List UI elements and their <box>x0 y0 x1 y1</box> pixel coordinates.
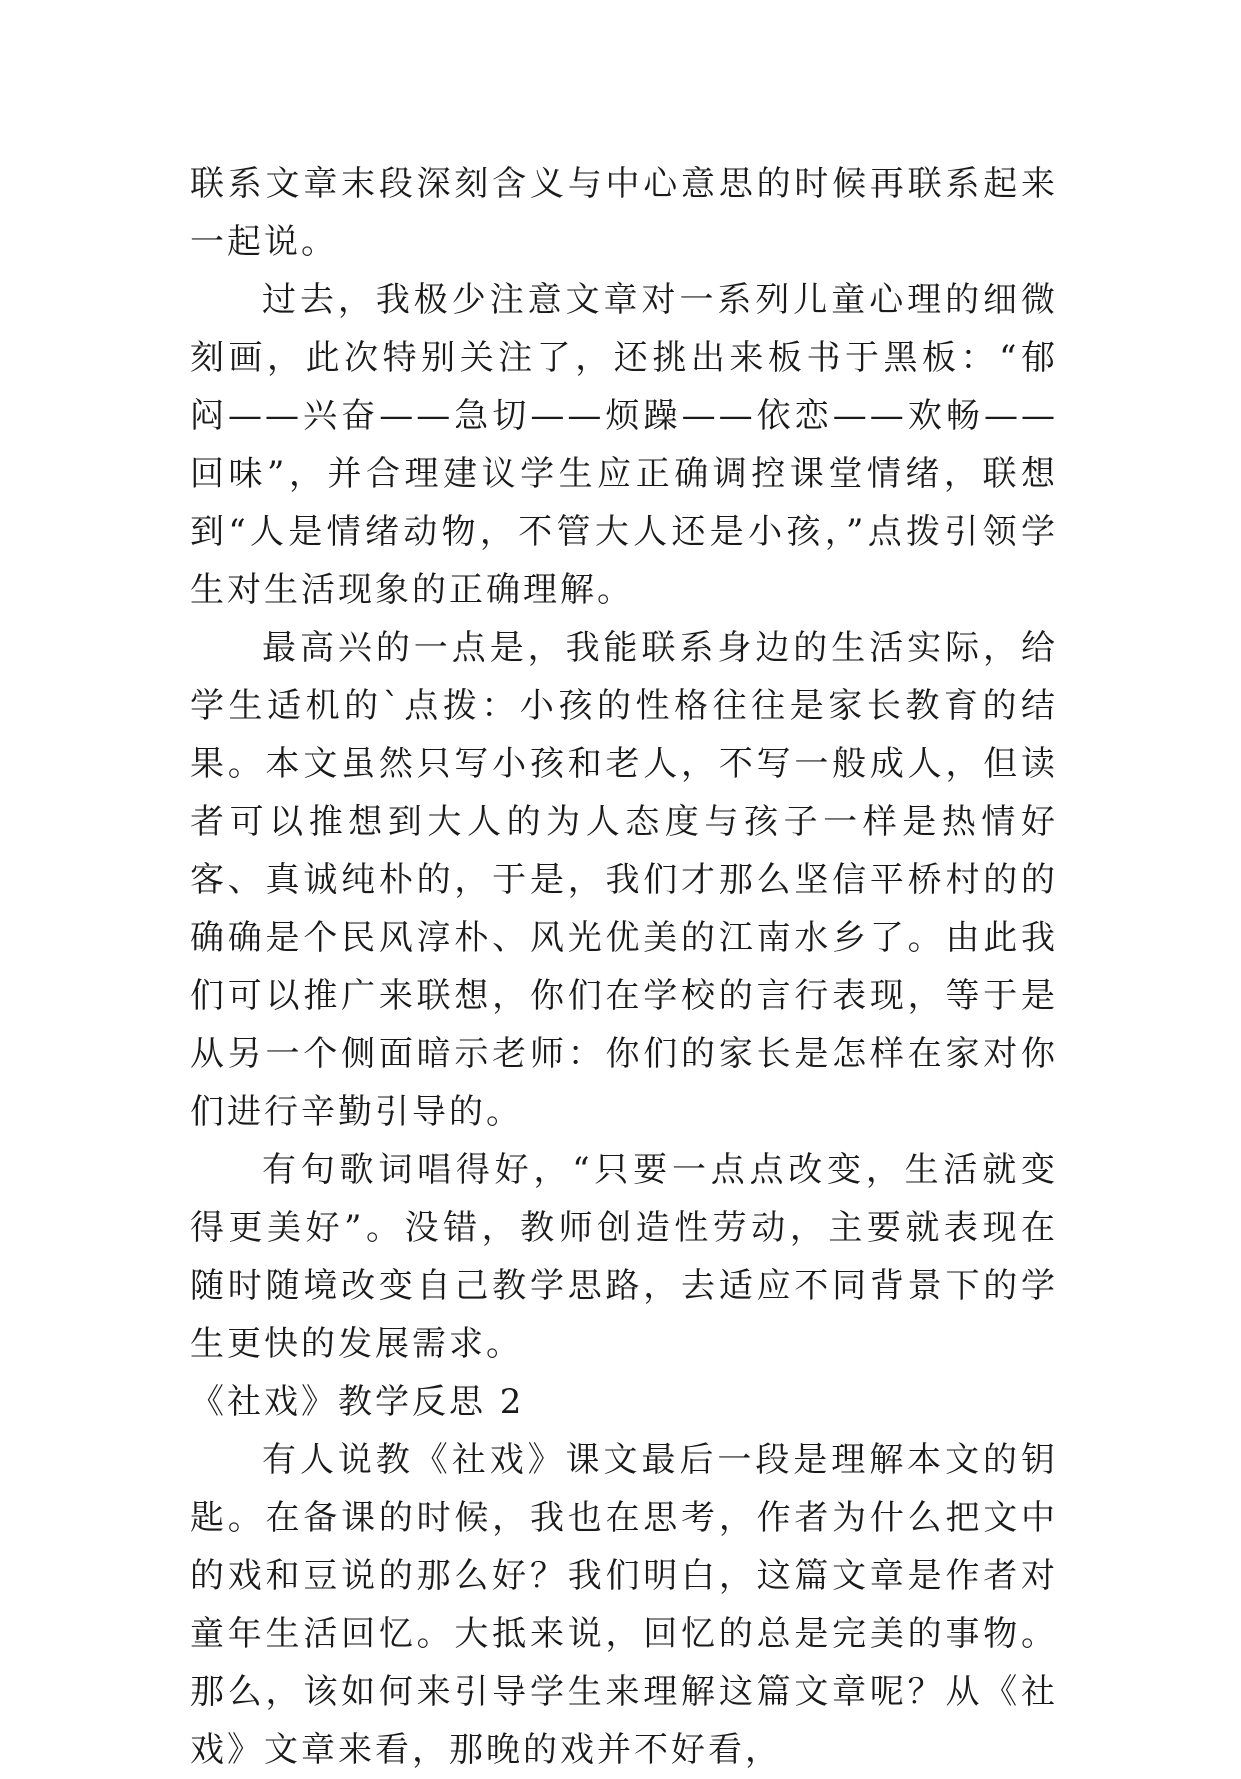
paragraph-4: 有句歌词唱得好，“只要一点点改变，生活就变得更美好”。没错，教师创造性劳动，主要就表现在随时随境改变自己教学思路，去适应不同背景下的学生更快的发展需求。 <box>190 1150 1058 1364</box>
document-body <box>190 155 1058 1779</box>
paragraph-5: 有人说教《社戏》课文最后一段是理解本文的钥匙。在备课的时候，我也在思考，作者为什么把文中的戏和豆说的那么好？我们明白，这篇文章是作者对童年生活回忆。大抵来说，回忆的总是完美的事物。那么，该如何来引导学生来理解这篇文章呢？从《社戏》文章来看，那晚的戏并不好看， <box>190 1440 1058 1770</box>
paragraph-2: 过去，我极少注意文章对一系列儿童心理的细微刻画，此次特别关注了，还挑出来板书于黑板：“郁闷——兴奋——急切——烦躁——依恋——欢畅——回味”，并合理建议学生应正确调控课堂情绪，联想到“人是情绪动物，不管大人还是小孩，”点拨引领学生对生活现象的正确理解。 <box>190 280 1058 610</box>
section-heading: 《社戏》教学反思 2 <box>190 1382 525 1422</box>
paragraph-3: 最高兴的一点是，我能联系身边的生活实际，给学生适机的`点拨：小孩的性格往往是家长教育的结果。本文虽然只写小孩和老人，不写一般成人，但读者可以推想到大人的为人态度与孩子一样是热情好客、真诚纯朴的，于是，我们才那么坚信平桥村的的确确是个民风淳朴、风光优美的江南水乡了。由此我们可以推广来联想，你们在学校的言行表现，等于是从另一个侧面暗示老师：你们的家长是怎样在家对你们进行辛勤引导的。 <box>190 628 1058 1132</box>
paragraph-1: 联系文章末段深刻含义与中心意思的时候再联系起来一起说。 <box>190 164 1058 262</box>
